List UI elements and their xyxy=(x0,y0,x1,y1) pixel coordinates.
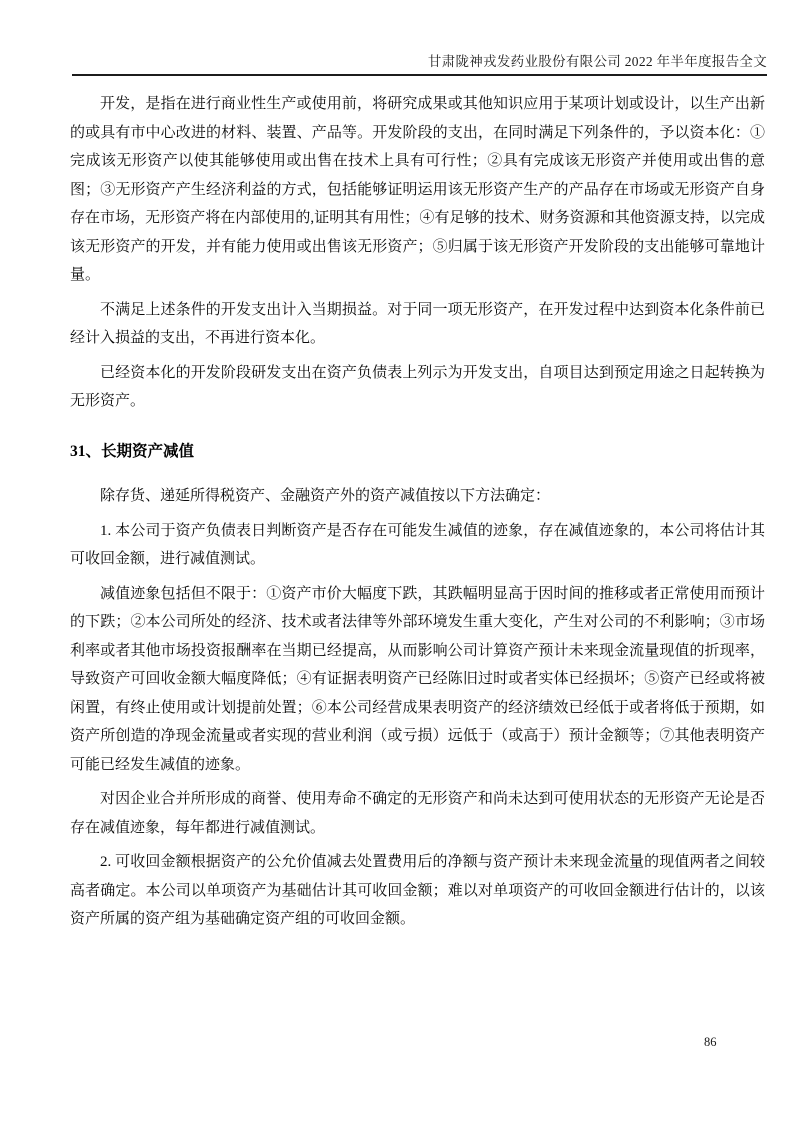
paragraph-impairment-indicators: 减值迹象包括但不限于：①资产市价大幅度下跌，其跌幅明显高于因时间的推移或者正常使用而预计的下跌；②本公司所处的经济、技术或者法律等外部环境发生重大变化，产生对公司的不利影响；③市场利率或者其他市场投资报酬率在当期已经提高，从而影响公司计算资产预计未来现金流量现值的折现率，导致资产可回收金额大幅度降低；④有证据表明资产已经陈旧过时或者实体已经损坏；⑤资产已经或将被闲置，有终止使用或计划提前处置；⑥本公司经营成果表明资产的经济绩效已经低于或者将低于预期，如资产所创造的净现金流量或者实现的营业利润（或亏损）远低于（或高于）预计金额等；⑦其他表明资产可能已经发生减值的迹象。 xyxy=(70,585,765,773)
paragraph-impairment-scope: 除存货、递延所得税资产、金融资产外的资产减值按以下方法确定： xyxy=(100,488,551,504)
paragraph-capitalized-rd: 已经资本化的开发阶段研发支出在资产负债表上列示为开发支出，自项目达到预定用途之日起转换为无形资产。 xyxy=(70,364,765,409)
paragraph-development-definition: 开发，是指在进行商业性生产或使用前，将研究成果或其他知识应用于某项计划或设计，以生产出新的或具有市中心改进的材料、装置、产品等。开发阶段的支出，在同时满足下列条件的，予以资本化：①完成该无形资产以使其能够使用或出售在技术上具有可行性；②具有完成该无形资产并使用或出售的意图；③无形资产产生经济利益的方式，包括能够证明运用该无形资产生产的产品存在市场或无形资产自身存在市场，无形资产将在内部使用的,证明其有用性；④有足够的技术、财务资源和其他资源支持，以完成该无形资产的开发，并有能力使用或出售该无形资产；⑤归属于该无形资产开发阶段的支出能够可靠地计量。 xyxy=(70,96,765,283)
page-number: 86 xyxy=(704,1035,717,1049)
paragraph-expense-to-profit-loss: 不满足上述条件的开发支出计入当期损益。对于同一项无形资产，在开发过程中达到资本化条件前已经计入损益的支出，不再进行资本化。 xyxy=(70,301,765,346)
paragraph-recoverable-amount: 2. 可收回金额根据资产的公允价值减去处置费用后的净额与资产预计未来现金流量的现值两者之间较高者确定。本公司以单项资产为基础估计其可收回金额；难以对单项资产的可收回金额进行估计的，以该资产所属的资产组为基础确定资产组的可收回金额。 xyxy=(70,854,765,927)
header-rule xyxy=(72,74,767,76)
section-heading-long-term-asset-impairment: 31、长期资产减值 xyxy=(70,442,195,460)
paragraph-goodwill-annual-test: 对因企业合并所形成的商誉、使用寿命不确定的无形资产和尚未达到可使用状态的无形资产无论是否存在减值迹象，每年都进行减值测试。 xyxy=(70,791,765,836)
document-body xyxy=(70,90,765,940)
paragraph-impairment-judgement: 1. 本公司于资产负债表日判断资产是否存在可能发生减值的迹象，存在减值迹象的，本公司将估计其可收回金额，进行减值测试。 xyxy=(70,522,765,567)
report-header-title: 甘肃陇神戎发药业股份有限公司 2022 年半年度报告全文 xyxy=(427,54,767,69)
